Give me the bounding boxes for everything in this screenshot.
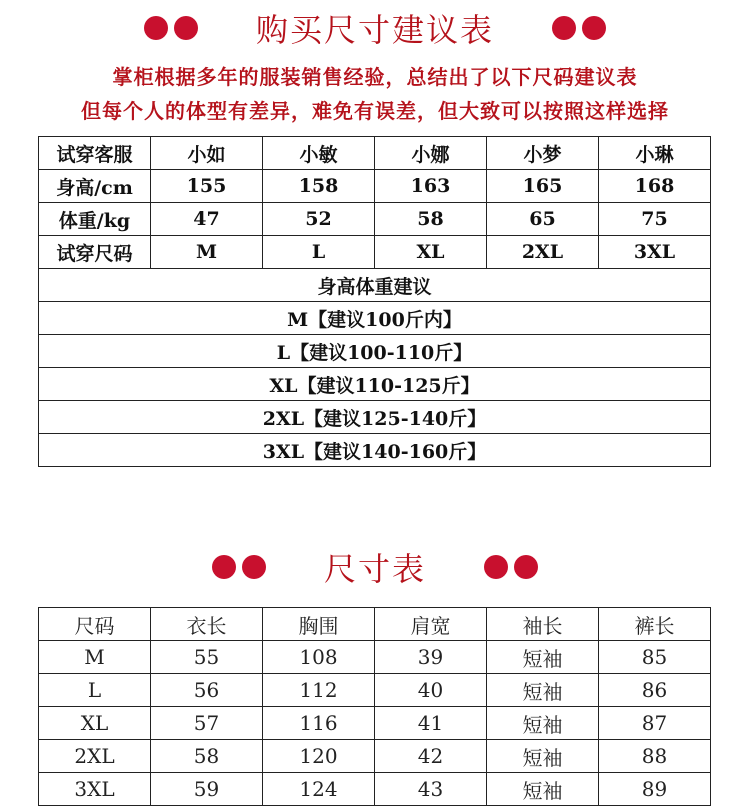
table-cell: 155 (151, 170, 263, 203)
row-label: 试穿尺码 (39, 236, 151, 269)
table-cell: 短袖 (487, 773, 599, 806)
header-cell: 小琳 (599, 137, 711, 170)
table-cell: L (39, 674, 151, 707)
table-cell: 120 (263, 740, 375, 773)
table-cell: 158 (263, 170, 375, 203)
weight-row (39, 302, 711, 335)
table-cell: XL (39, 707, 151, 740)
table-cell: 短袖 (487, 674, 599, 707)
table-row (39, 236, 711, 269)
advice-header-row (39, 137, 711, 170)
advice-table (38, 136, 711, 467)
table-cell: 短袖 (487, 740, 599, 773)
table-cell: 56 (151, 674, 263, 707)
red-dot-icon (552, 16, 576, 40)
decor-dots-left (212, 555, 266, 579)
header-cell: 袖长 (487, 608, 599, 641)
red-dot-icon (144, 16, 168, 40)
table-cell: 58 (151, 740, 263, 773)
table-row (39, 773, 711, 806)
table-cell: M (151, 236, 263, 269)
table-cell: 57 (151, 707, 263, 740)
header-cell: 肩宽 (375, 608, 487, 641)
table-row (39, 170, 711, 203)
header-cell: 裤长 (599, 608, 711, 641)
weight-advice-2xl: 2XL【建议125-140斤】 (39, 401, 711, 434)
weight-row (39, 401, 711, 434)
table-cell: 短袖 (487, 707, 599, 740)
weight-advice-m: M【建议100斤内】 (39, 302, 711, 335)
header-cell: 小娜 (375, 137, 487, 170)
table-cell: XL (375, 236, 487, 269)
red-dot-icon (242, 555, 266, 579)
table-cell: 42 (375, 740, 487, 773)
table-cell: 41 (375, 707, 487, 740)
decor-dots-right (552, 16, 606, 40)
table-cell: 3XL (39, 773, 151, 806)
red-dot-icon (484, 555, 508, 579)
size-header-row (39, 608, 711, 641)
table-row (39, 740, 711, 773)
header-cell: 小敏 (263, 137, 375, 170)
header-cell: 小梦 (487, 137, 599, 170)
table-cell: 40 (375, 674, 487, 707)
table-cell: 2XL (39, 740, 151, 773)
weight-title: 身高体重建议 (39, 269, 711, 302)
table-cell: 2XL (487, 236, 599, 269)
advice-subtitle-2: 但每个人的体型有差异，难免有误差，但大致可以按照这样选择 (81, 99, 669, 123)
red-dot-icon (582, 16, 606, 40)
header-cell: 尺码 (39, 608, 151, 641)
table-cell: 168 (599, 170, 711, 203)
red-dot-icon (212, 555, 236, 579)
table-cell: 58 (375, 203, 487, 236)
table-row (39, 203, 711, 236)
table-cell: 55 (151, 641, 263, 674)
table-cell: 165 (487, 170, 599, 203)
decor-dots-left (144, 16, 198, 40)
table-cell: 89 (599, 773, 711, 806)
table-cell: 87 (599, 707, 711, 740)
table-cell: 43 (375, 773, 487, 806)
table-cell: 短袖 (487, 641, 599, 674)
red-dot-icon (514, 555, 538, 579)
size-chart-title-row (0, 545, 750, 589)
weight-advice-3xl: 3XL【建议140-160斤】 (39, 434, 711, 467)
weight-row (39, 335, 711, 368)
table-cell: 112 (263, 674, 375, 707)
table-cell: 75 (599, 203, 711, 236)
size-chart-table (38, 607, 711, 806)
weight-advice-l: L【建议100-110斤】 (39, 335, 711, 368)
advice-title: 购买尺寸建议表 (255, 11, 494, 49)
table-cell: 52 (263, 203, 375, 236)
header-cell: 衣长 (151, 608, 263, 641)
table-cell: 124 (263, 773, 375, 806)
table-cell: 59 (151, 773, 263, 806)
header-cell: 试穿客服 (39, 137, 151, 170)
weight-advice-xl: XL【建议110-125斤】 (39, 368, 711, 401)
advice-title-row (0, 6, 750, 50)
table-row (39, 674, 711, 707)
row-label: 体重/kg (39, 203, 151, 236)
advice-subtitle-1: 掌柜根据多年的服装销售经验，总结出了以下尺码建议表 (112, 65, 638, 89)
decor-dots-right (484, 555, 538, 579)
table-cell: 108 (263, 641, 375, 674)
row-label: 身高/cm (39, 170, 151, 203)
header-cell: 小如 (151, 137, 263, 170)
table-cell: 65 (487, 203, 599, 236)
weight-title-row (39, 269, 711, 302)
weight-row (39, 368, 711, 401)
table-row (39, 641, 711, 674)
table-cell: 47 (151, 203, 263, 236)
red-dot-icon (174, 16, 198, 40)
weight-row (39, 434, 711, 467)
table-cell: 39 (375, 641, 487, 674)
table-cell: 163 (375, 170, 487, 203)
table-cell: 85 (599, 641, 711, 674)
table-cell: 88 (599, 740, 711, 773)
table-cell: M (39, 641, 151, 674)
table-cell: 116 (263, 707, 375, 740)
table-cell: 86 (599, 674, 711, 707)
table-cell: 3XL (599, 236, 711, 269)
table-cell: L (263, 236, 375, 269)
header-cell: 胸围 (263, 608, 375, 641)
size-chart-title: 尺寸表 (323, 550, 426, 588)
table-row (39, 707, 711, 740)
